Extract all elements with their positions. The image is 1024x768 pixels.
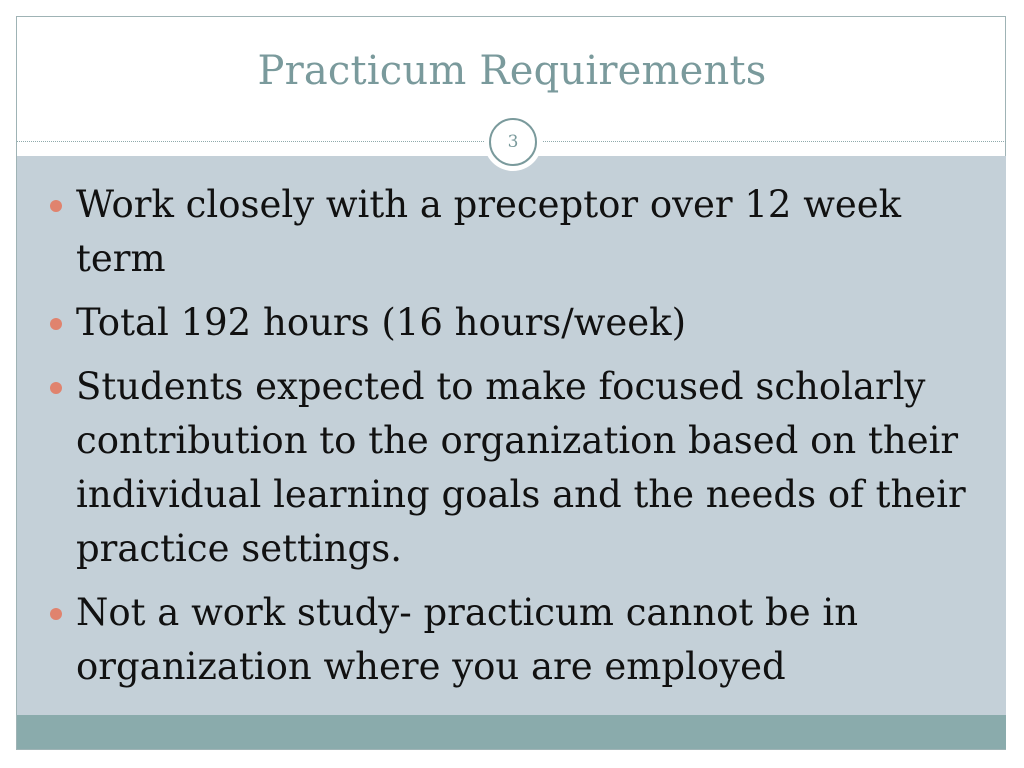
- bullet-item: [48, 296, 988, 350]
- slide-number-badge: [484, 113, 542, 171]
- bullet-text: Not a work study- practicum cannot be in organization where you are employed: [76, 591, 859, 688]
- bullet-text: Total 192 hours (16 hours/week): [76, 301, 687, 344]
- bullet-dot-icon: [50, 608, 62, 620]
- slide-title: Practicum Requirements: [257, 48, 767, 94]
- bullet-text: Work closely with a preceptor over 12 week term: [76, 183, 902, 280]
- bullet-item: [48, 360, 988, 576]
- bullet-item: [48, 178, 988, 286]
- bottom-bar: [17, 715, 1006, 749]
- bullet-item: [48, 586, 988, 694]
- slide-number: 3: [489, 118, 537, 166]
- bullet-text: Students expected to make focused scholarly contribution to the organization based on their individual learning goals and the needs of their practice settings.: [76, 365, 966, 570]
- bullet-list: [48, 178, 988, 704]
- bullet-dot-icon: [50, 200, 62, 212]
- bullet-dot-icon: [50, 382, 62, 394]
- bullet-dot-icon: [50, 318, 62, 330]
